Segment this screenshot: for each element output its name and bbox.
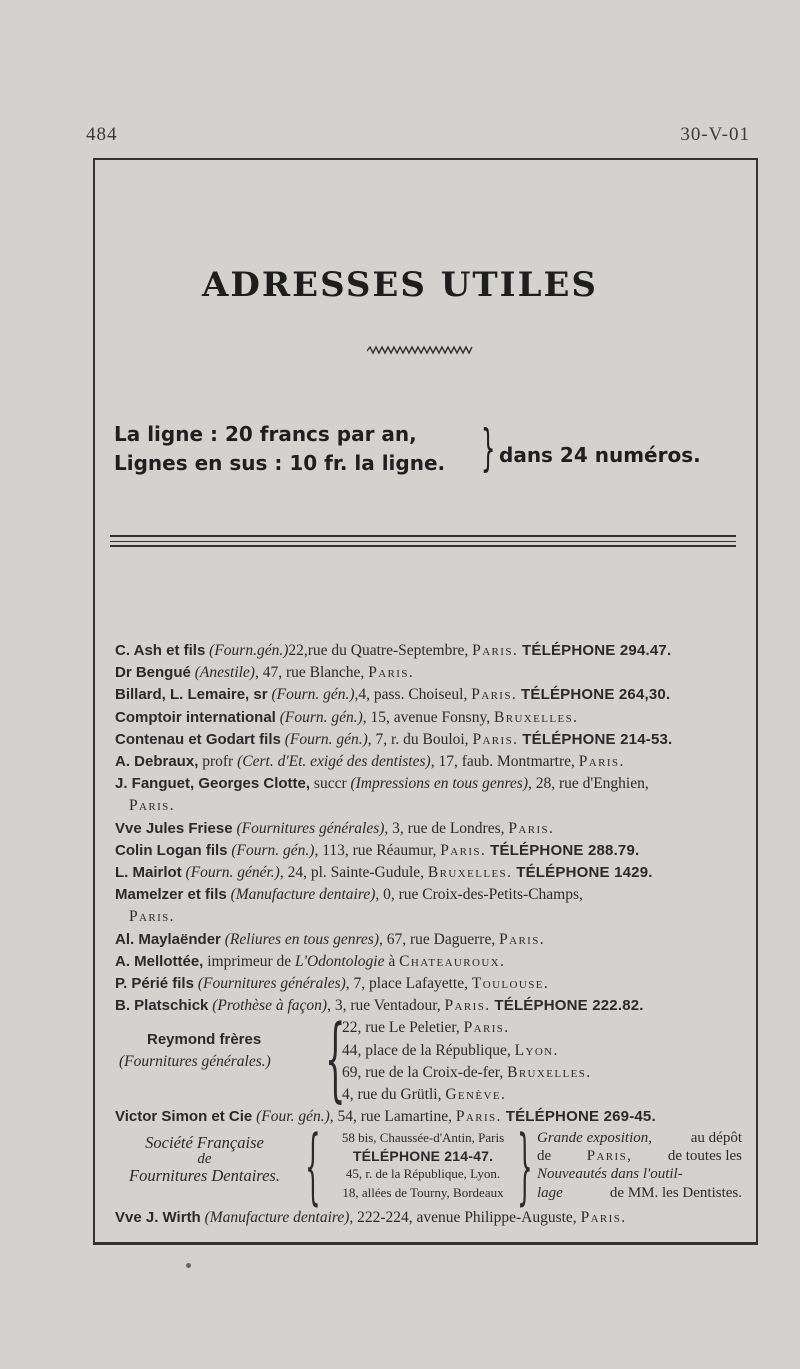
address-entry [115, 707, 743, 729]
address-entry [115, 729, 743, 751]
entry-address: , 54, rue Lamartine, [329, 1108, 452, 1126]
entry-address: imprimeur de [207, 952, 292, 970]
notice-line [537, 1165, 742, 1183]
entry-address: 45, r. de la République, Lyon. [345, 1166, 501, 1182]
entry-telephone: TÉLÉPHONE 222.82. [494, 997, 644, 1015]
entry-city: Lyon. [514, 1041, 559, 1059]
societe-addresses [322, 1129, 524, 1203]
entry-address: , 28, rue d'Enghien, [528, 775, 649, 793]
entry-city: Genève. [445, 1086, 507, 1104]
entry-address: 44, place de la République, [342, 1041, 511, 1059]
entry-name: Mamelzer et fils [115, 886, 227, 904]
address-entry [115, 862, 743, 884]
entry-city: Toulouse. [471, 975, 550, 993]
brace-glyph: { [325, 1005, 346, 1113]
entry-city: Paris. [471, 686, 518, 704]
entry-city: Paris. [129, 797, 175, 815]
tariff-frequency: dans 24 numéros. [499, 443, 701, 467]
entry-name: L. Mairlot [115, 864, 182, 882]
entry-address: , 15, avenue Fonsny, [362, 708, 491, 726]
entry-address: , 7, place Lafayette, [345, 975, 468, 993]
notice-text: de toutes les [667, 1148, 742, 1165]
entry-city: Bruxelles. [493, 708, 579, 726]
entry-address: 69, rue de la Croix-de-fer, [342, 1063, 504, 1081]
entry-city: Paris. [499, 930, 546, 948]
reymond-address [342, 1084, 592, 1106]
entry-address: 58 bis, Chaussée-d'Antin, Paris [341, 1129, 505, 1145]
entry-telephone: TÉLÉPHONE 294.47. [522, 642, 672, 659]
entry-telephone: TÉLÉPHONE 1429. [516, 864, 653, 882]
entry-city: Bruxelles. [507, 1063, 592, 1081]
entry-address: , 0, rue Croix-des-Petits-Champs, [375, 886, 583, 904]
brace-glyph: } [517, 1118, 533, 1214]
address-entry [115, 995, 743, 1017]
entry-telephone: TÉLÉPHONE 214-47. [352, 1148, 494, 1165]
entry-address: 18, allées de Tourny, Bordeaux [342, 1184, 504, 1200]
entry-city: Paris. [129, 908, 175, 926]
tariff-line-2: Lignes en sus : 10 fr. la ligne. [114, 451, 446, 475]
brace-glyph: } [481, 419, 496, 477]
entry-speciality: (Fournitures générales.) [119, 1053, 271, 1071]
notice-text: au dépôt [690, 1129, 742, 1146]
page-number: 484 [86, 124, 118, 145]
societe-notice [537, 1129, 742, 1203]
address-entry [115, 884, 743, 906]
entry-name-line: de [197, 1150, 212, 1167]
address-list [115, 640, 743, 1229]
entry-speciality: (Prothèse à façon) [212, 997, 328, 1015]
entry-address: 22,rue du Quatre-Septembre, [288, 642, 469, 659]
entry-name: Dr Bengué [115, 664, 191, 682]
entry-city: Paris. [455, 1108, 502, 1126]
divider-rule [110, 535, 736, 537]
entry-speciality: (Anestile) [194, 664, 255, 682]
notice-text: de MM. les Dentistes. [609, 1184, 742, 1201]
societe-entry [115, 1118, 743, 1214]
section-title: ADRESSES UTILES [202, 265, 598, 305]
entry-telephone: TÉLÉPHONE 269-45. [505, 1108, 656, 1126]
entry-city: Paris. [463, 1019, 510, 1037]
entry-speciality: (Impressions en tous genres) [350, 775, 528, 793]
entry-name-line: Société Française [145, 1132, 264, 1152]
wirth-entry [115, 1207, 743, 1229]
entry-telephone: TÉLÉPHONE 214-53. [522, 730, 673, 748]
entry-speciality: (Fourn. gén.) [279, 708, 363, 726]
entry-name: P. Périé fils [115, 975, 194, 993]
victor-entry [115, 1106, 743, 1128]
entry-speciality: (Four. gén.) [256, 1108, 330, 1126]
notice-italic: Nouveautés dans l'outil- [537, 1166, 683, 1183]
entry-city: Paris. [444, 997, 491, 1015]
notice-italic: Grande exposition, [537, 1129, 652, 1146]
entry-name: Contenau et Godart fils [115, 730, 281, 748]
address-entry [115, 751, 743, 773]
entry-speciality: (Manufacture dentaire) [230, 886, 376, 904]
entry-name: Colin Logan fils [115, 841, 228, 859]
entry-name: J. Fanguet, Georges Clotte, [115, 775, 311, 793]
entry-speciality: (Reliures en tous genres) [224, 930, 379, 948]
notice-line [537, 1184, 742, 1202]
entry-speciality: (Fournitures générales) [236, 819, 385, 837]
entry-title: succr [313, 775, 347, 793]
notice-line [537, 1147, 742, 1165]
entry-address: , 17, faub. Montmartre, [430, 753, 575, 771]
address-entry [115, 640, 743, 662]
entry-name: Comptoir international [115, 708, 276, 726]
entry-address: , 3, rue de Londres, [384, 819, 505, 837]
entry-name: A. Debraux, [115, 753, 199, 771]
entry-name: Vve J. Wirth [115, 1208, 201, 1226]
entry-name-line: Fournitures Dentaires. [129, 1165, 280, 1185]
address-entry [115, 773, 743, 795]
entry-speciality: (Fourn. gén.) [231, 841, 315, 859]
tariff-block [114, 419, 701, 478]
entry-address: 4, rue du Grütli, [342, 1086, 442, 1104]
entry-speciality: L'Odontologie [295, 952, 385, 970]
entry-speciality: (Fourn. gén.) [284, 730, 368, 748]
entry-telephone: TÉLÉPHONE 264,30. [521, 686, 671, 704]
address-entry [115, 929, 743, 951]
reymond-address [342, 1017, 592, 1039]
notice-line [537, 1129, 742, 1147]
address-entry-continued [115, 795, 743, 817]
entry-address: , 7, r. du Bouloi, [367, 730, 469, 748]
address-entry-continued [115, 906, 743, 928]
entry-address: , 47, rue Blanche, [254, 664, 365, 682]
entry-city: Paris. [472, 730, 519, 748]
entry-speciality: (Manufacture dentaire) [204, 1208, 350, 1226]
entry-city: Paris. [440, 841, 487, 859]
entry-address: , 222-224, avenue Philippe-Auguste, [349, 1208, 577, 1226]
divider-rule [110, 545, 736, 547]
reymond-address [342, 1062, 592, 1084]
entry-address: , 113, rue Réaumur, [314, 841, 437, 859]
address-entry [115, 951, 743, 973]
address-entry [115, 662, 743, 684]
entry-speciality: (Fourn. génér.) [185, 864, 280, 882]
entry-city: Paris, [586, 1148, 633, 1165]
entry-city: Bruxelles. [427, 864, 513, 882]
entry-telephone: TÉLÉPHONE 288.79. [490, 841, 640, 859]
entry-city: Paris. [580, 1208, 627, 1226]
brace-glyph: { [305, 1118, 321, 1214]
entry-speciality: (Fourn.gén.) [209, 642, 289, 659]
entry-name: Vve Jules Friese [115, 819, 233, 837]
address-entry [115, 818, 743, 840]
entry-city: Paris. [472, 642, 519, 659]
notice-text: de [537, 1148, 552, 1165]
entry-city: Paris. [368, 664, 415, 682]
entry-city: Paris. [578, 753, 625, 771]
entry-city: Paris. [508, 819, 555, 837]
entry-name: Victor Simon et Cie [115, 1108, 253, 1126]
issue-date: 30-V-01 [680, 124, 750, 145]
divider-rule [110, 541, 736, 542]
entry-name [117, 1133, 292, 1186]
address-entry [115, 973, 743, 995]
wavy-ornament [367, 345, 477, 357]
tariff-line-1: La ligne : 20 francs par an, [114, 422, 417, 446]
entry-address: à [388, 952, 396, 970]
entry-address: ,4, pass. Choiseul, [354, 686, 468, 704]
entry-name: B. Platschick [115, 997, 209, 1015]
address-entry [115, 840, 743, 862]
entry-city: Chateauroux. [399, 952, 506, 970]
entry-title: profr [202, 753, 234, 771]
entry-speciality: (Cert. d'Et. exigé des dentistes) [237, 753, 431, 771]
entry-speciality: (Fourn. gén.) [271, 686, 355, 704]
reymond-address [342, 1040, 592, 1062]
entry-name: Billard, L. Lemaire, sr [115, 686, 268, 704]
ink-speck [186, 1263, 191, 1268]
entry-address: , 24, pl. Sainte-Gudule, [279, 864, 425, 882]
entry-address: 22, rue Le Peletier, [342, 1019, 460, 1037]
entry-speciality: (Fournitures générales) [197, 975, 346, 993]
entry-name: Reymond frères [147, 1031, 262, 1049]
address-entry [115, 684, 743, 706]
entry-name: Al. Maylaënder [115, 930, 221, 948]
entry-name: A. Mellottée, [115, 952, 204, 970]
entry-name: C. Ash et fils [115, 642, 206, 659]
entry-address: , 3, rue Ventadour, [327, 997, 441, 1015]
notice-italic: lage [537, 1184, 563, 1201]
entry-address: , 67, rue Daguerre, [379, 930, 496, 948]
